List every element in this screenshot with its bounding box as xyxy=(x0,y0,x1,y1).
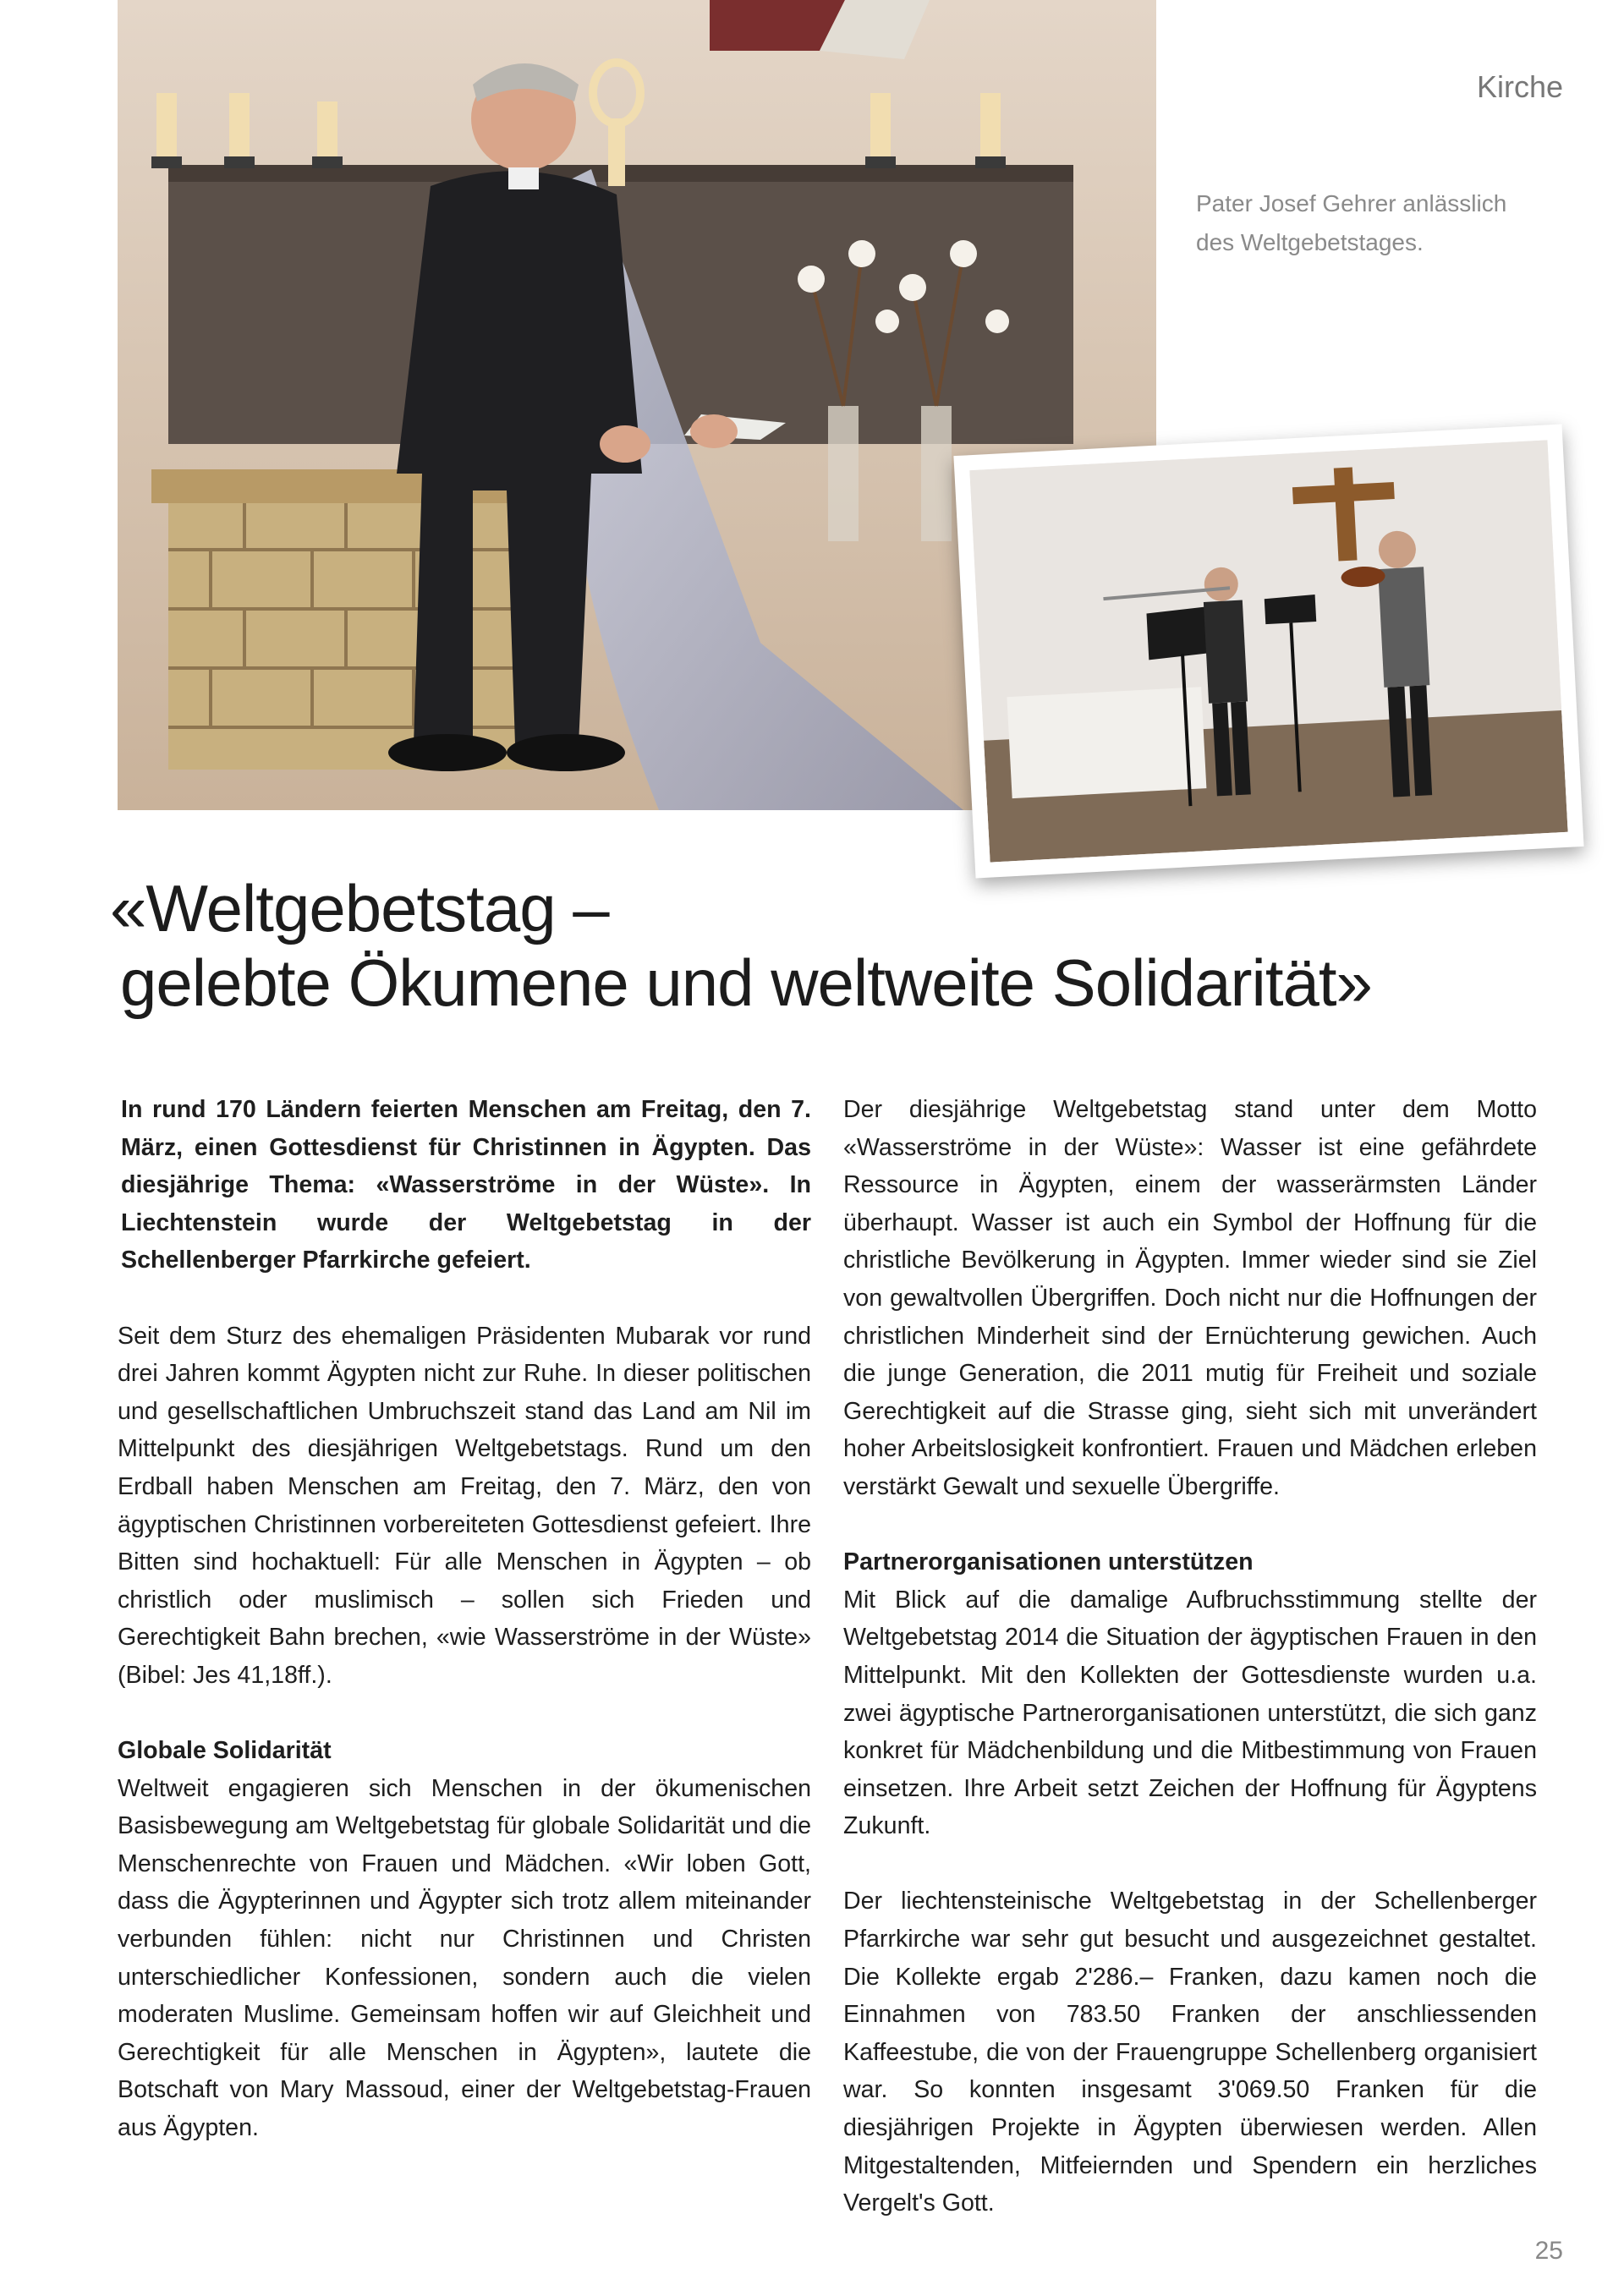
page-number: 25 xyxy=(1534,2237,1563,2265)
left-column xyxy=(118,1091,811,2147)
section-label: Kirche xyxy=(1476,69,1563,104)
title-line-2: gelebte Ökumene und weltweite Solidarität» xyxy=(120,945,1372,1020)
right-column xyxy=(843,1091,1537,2222)
body-paragraph: Der liechtensteinische Weltgebetstag in der Schellenberger Pfarrkirche war sehr gut besucht und ausgezeichnet gestaltet. Die Kollekte ergab 2'286.– Franken, dazu kamen noch die Einnahmen von 783.50 Franken der anschliessenden Kaffeestube, die von der Frauengruppe Schellenberg organisiert war. So konnten insgesamt 3'069.50 Franken für die diesjährigen Projekte in Ägypten überwiesen werden. Allen Mitgestaltenden, Mitfeiernden und Spendern ein herzliches Vergelt's Gott. xyxy=(843,1888,1537,2217)
body-paragraph: Seit dem Sturz des ehemaligen Präsidenten Mubarak vor rund drei Jahren kommt Ägypten nicht zur Ruhe. In dieser politischen und gesellschaftlichen Umbruchszeit stand das Land am Nil im Mittelpunkt des diesjährigen Weltgebetstags. Rund um den Erdball haben Menschen am Freitag, den 7. März, den von ägyptischen Christinnen vorbereiteten Gottesdienst gefeiert. Ihre Bitten sind hochaktuell: Für alle Menschen in Ägypten – ob christlich oder muslimisch – sollen sich Frieden und Gerechtigkeit Bahn brechen, «wie Wasserströme in der Wüste» (Bibel: Jes 41,18ff.). xyxy=(118,1322,811,1689)
body-paragraph: Der diesjährige Weltgebetstag stand unter dem Motto «Wasserströme in der Wüste»: Wasser ist eine gefährdete Ressource in Ägypten, einem der wasserärmsten Länder überhaupt. Wasser ist auch ein Symbol der Hoffnung für die christliche Bevölkerung in Ägypten. Immer wieder sind sie Ziel von gewaltvollen Übergriffen. Doch nicht nur die Hoffnungen der christlichen Minderheit sind der Ernüchterung gewichen. Auch die junge Generation, die 2011 mutig für Freiheit und soziale Gerechtigkeit auf die Strasse ging, sieht sich mit unverändert hoher Arbeitslosigkeit konfrontiert. Frauen und Mädchen erleben verstärkt Gewalt und sexuelle Übergriffe. xyxy=(843,1096,1537,1500)
lead-paragraph: In rund 170 Ländern feierten Menschen am Freitag, den 7. März, einen Gottesdienst für Christinnen in Ägypten. Das diesjährige Thema: «Wasserströme in der Wüste». In Liechtenstein wurde der Weltgebetstag in der Schellenberger Pfarrkirche gefeiert. xyxy=(121,1096,811,1274)
inset-photo-frame xyxy=(953,425,1583,879)
body-paragraph: Weltweit engagieren sich Menschen in der ökumenischen Basisbewegung am Weltgebetstag für globale Solidarität und die Menschenrechte von Frauen und Mädchen. «Wir loben Gott, dass die Ägypterinnen und Ägypter sich trotz allem miteinander verbunden fühlen: nicht nur Christinnen und Christen unterschiedlicher Konfessionen, sondern auch die vielen moderaten Muslime. Gemeinsam hoffen wir auf Gleichheit und Gerechtigkeit für alle Menschen in Ägypten», lautete die Botschaft von Mary Massoud, einer der Weltgebetstag-Frauen aus Ägypten. xyxy=(118,1774,811,2142)
title-line-1: «Weltgebetstag – xyxy=(110,871,609,945)
subheading: Globale Solidarität xyxy=(118,1737,332,1765)
body-paragraph: Mit Blick auf die damalige Aufbruchsstimmung stellte der Weltgebetstag 2014 die Situation der ägyptischen Frauen in den Mittelpunkt. Mit den Kollekten der Gottesdienste wurden u.a. zwei ägyptische Partnerorganisationen unterstützt, die sich ganz konkret für Mädchenbildung und die Mitbestimmung von Frauen einsetzen. Ihre Arbeit setzt Zeichen der Hoffnung für Ägyptens Zukunft. xyxy=(843,1586,1537,1840)
inset-photo xyxy=(969,440,1567,862)
subheading: Partnerorganisationen unterstützen xyxy=(843,1548,1254,1576)
photo-caption: Pater Josef Gehrer anlässlich des Weltgebetstages. xyxy=(1196,190,1507,255)
article-title xyxy=(110,871,1506,1020)
